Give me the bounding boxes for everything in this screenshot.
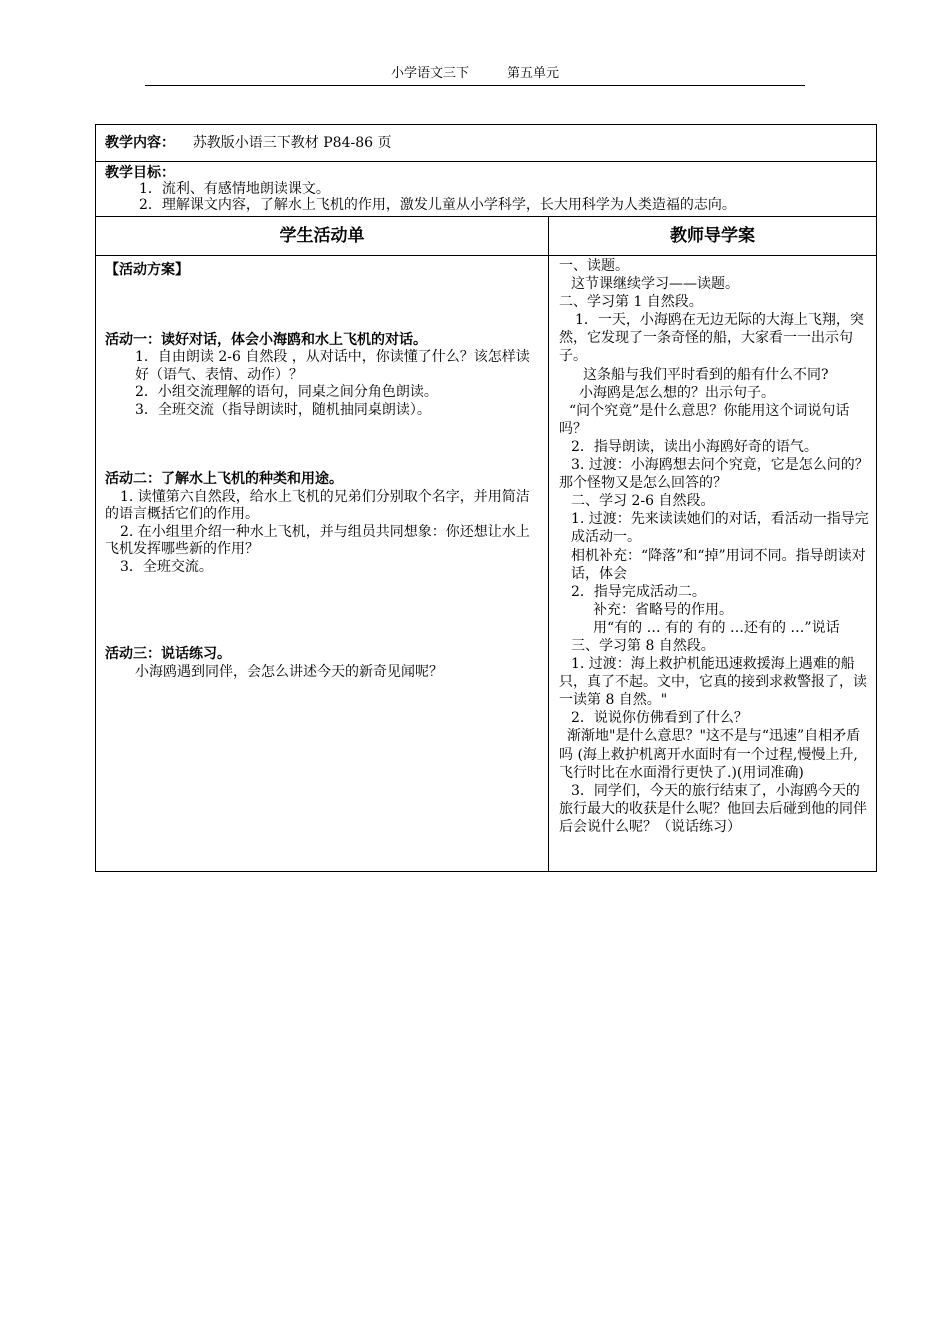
- header-subject: 小学语文三下: [390, 66, 469, 81]
- guide-line: 3. 过渡：小海鸥想去问个究竟，它是怎么问的？那个怪物又是怎么回答的？: [559, 457, 869, 492]
- teaching-goals-row: [96, 162, 876, 217]
- teaching-content-row: [96, 125, 876, 162]
- activity-2-line: 2. 在小组里介绍一种水上飞机，并与组员共同想象：你还想让水上飞机发挥哪些新的作用？: [105, 523, 530, 557]
- guide-line: 2．说说你仿佛看到了什么？: [571, 710, 748, 727]
- goal-item: 2．理解课文内容，了解水上飞机的作用，激发儿童从小学科学，长大用科学为人类造福的志向。: [139, 197, 736, 213]
- guide-line: 1. 过渡：先来读读她们的对话，看活动一指导完成活动一。: [571, 511, 869, 546]
- activity-1-title: 活动一：读好对话，体会小海鸥和水上飞机的对话。: [105, 331, 427, 348]
- activity-2-line: 1. 读懂第六自然段，给水上飞机的兄弟们分别取个名字，并用简洁的语言概括它们的作用。: [105, 488, 530, 522]
- guide-line: 这条船与我们平时看到的船有什么不同?: [583, 366, 829, 383]
- guide-line: 1．一天，小海鸥在无边无际的大海上飞翔，突然，它发现了一条奇怪的船，大家看一一出示句子。: [559, 312, 864, 365]
- guide-line: 2．指导完成活动二。: [571, 583, 706, 600]
- activity-2-line: 3．全班交流。: [120, 558, 213, 575]
- activity-1-line: 2．小组交流理解的语句，同桌之间分角色朗读。: [135, 384, 438, 400]
- guide-line: 小海鸥是怎么想的？出示句子。: [579, 384, 775, 401]
- guide-line: 渐渐地"是什么意思？"这不是与“迅速”自相矛盾吗 (海上救护机离开水面时有一个过程,慢慢上升,飞行时比在水面滑行更快了.)(用词准确): [559, 728, 861, 781]
- guide-line: 2．指导朗读，读出小海鸥好奇的语气。: [571, 438, 818, 455]
- student-activity-column: [96, 256, 549, 871]
- teaching-content-value: 苏教版小语三下教材 P84-86 页: [192, 135, 392, 151]
- activity-plan-label: 【活动方案】: [105, 262, 189, 278]
- activity-2-title: 活动二：了解水上飞机的种类和用途。: [105, 471, 343, 487]
- guide-line: 三、学习第 8 自然段。: [571, 637, 715, 654]
- guide-line: 一、读题。: [559, 258, 629, 274]
- page-header: [145, 64, 805, 86]
- teaching-goals-label: 教学目标：: [105, 165, 175, 181]
- activity-3-title: 活动三：说话练习。: [105, 646, 231, 662]
- teaching-content-label: 教学内容：: [105, 135, 175, 151]
- guide-line: 用“有的 … 有的 有的 …还有的 …”说话: [593, 619, 840, 636]
- guide-line: 二、学习第 1 自然段。: [559, 294, 703, 311]
- header-unit: 第五单元: [507, 66, 560, 81]
- student-activity-heading: 学生活动单: [96, 217, 549, 256]
- guide-line: 3．同学们，今天的旅行结束了，小海鸥今天的旅行最大的收获是什么呢？他回去后碰到他的同伴后会说什么呢？（说话练习）: [559, 782, 867, 835]
- guide-line: “问个究竟”是什么意思？你能用这个词说句话吗？: [559, 402, 850, 437]
- teacher-guide-column: [550, 256, 876, 871]
- guide-line: 1. 过渡：海上救护机能迅速救援海上遇难的船只，真了不起。文中，它真的接到求救警报了，读一读第 8 自然。": [559, 656, 867, 709]
- guide-line: 相机补充：“降落”和“掉”用词不同。指导朗读对话，体会: [571, 547, 866, 582]
- goal-item: 1．流利、有感情地朗读课文。: [139, 181, 330, 197]
- activity-3-line: 小海鸥遇到同伴，会怎么讲述今天的新奇见闻呢？: [135, 663, 443, 680]
- teacher-guide-heading: 教师导学案: [549, 217, 876, 256]
- activity-1-line: 3．全班交流（指导朗读时，随机抽同桌朗读）。: [135, 401, 431, 418]
- guide-line: 二、学习 2-6 自然段。: [571, 493, 715, 510]
- activity-1-line: 1．自由朗读 2-6 自然段 ，从对话中，你读懂了什么？该怎样读好（语气、表情、动作）？: [135, 349, 530, 383]
- guide-line: 补充：省略号的作用。: [593, 601, 733, 618]
- guide-line: 这节课继续学习——读题。: [571, 276, 739, 293]
- lesson-plan-table: [95, 124, 877, 872]
